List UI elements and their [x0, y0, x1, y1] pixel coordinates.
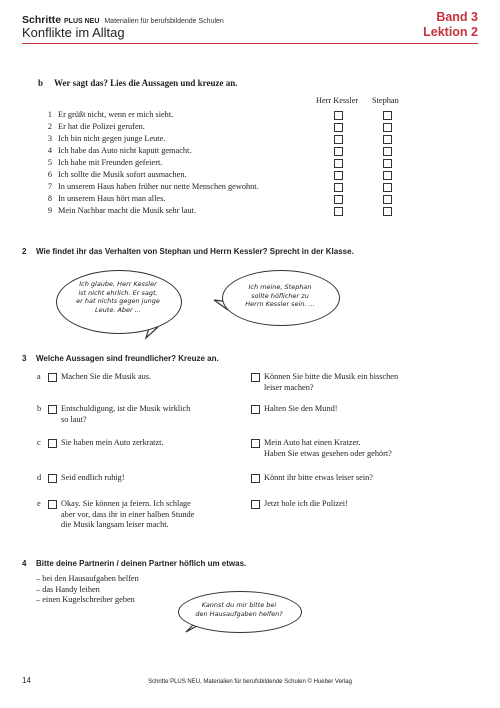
- row-text: In unserem Haus hört man alles.: [58, 194, 166, 203]
- bubble-bottom-text: Kannst du mir bitte bei den Hausaufgaben helfen?: [195, 601, 283, 618]
- checkbox-left[interactable]: [48, 373, 57, 382]
- row-text: Ich habe mit Freunden gefeiert.: [58, 158, 163, 167]
- checkbox-right[interactable]: [251, 405, 260, 414]
- item-letter: e: [37, 499, 41, 508]
- column-header-stephan: Stephan: [372, 96, 399, 105]
- section-2-number: 2: [22, 247, 27, 256]
- section-4-instruction: Bitte deine Partnerin / deinen Partner höflich um etwas.: [36, 559, 247, 568]
- section-3-instruction: Welche Aussagen sind freundlicher? Kreuze an.: [36, 354, 219, 363]
- item-right-text: Könnt ihr bitte etwas leiser sein?: [264, 473, 373, 482]
- checkbox-right[interactable]: [251, 500, 260, 509]
- item-right-text: Jetzt hole ich die Polizei!: [264, 499, 348, 508]
- item-letter: d: [37, 473, 42, 482]
- task-list: [36, 574, 139, 606]
- row-number: 7: [47, 182, 52, 191]
- checkbox-right[interactable]: [251, 474, 260, 483]
- item-right-text: Können Sie bitte die Musik ein bisschen leiser machen?: [264, 372, 399, 392]
- row-text: Ich sollte die Musik sofort ausmachen.: [58, 170, 187, 179]
- item-letter: c: [37, 438, 41, 447]
- checkbox-left[interactable]: [48, 474, 57, 483]
- row-number: 9: [47, 206, 52, 215]
- row-text: In unserem Haus haben früher nur nette Menschen gewohnt.: [58, 182, 259, 191]
- bubble-right-text: Ich meine, Stephan sollte höflicher zu Herrn Kessler sein. ...: [245, 283, 315, 308]
- item-left-text: Okay. Sie können ja feiern. Ich schlage aber vor, dass ihr in einer halben Stunde die Musik langsam leiser macht.: [61, 499, 195, 529]
- page-number: 14: [22, 676, 31, 685]
- section-b-label: b: [38, 78, 44, 88]
- bubble-left-text: Ich glaube, Herr Kessler ist nicht ehrlich. Er sagt, er hat nichts gegen junge Leute. Aber ...: [76, 280, 160, 314]
- page-title: Konflikte im Alltag: [22, 25, 125, 40]
- item-right-text: Halten Sie den Mund!: [264, 404, 338, 413]
- list-item: – das Handy leihen: [36, 584, 100, 594]
- row-text: Ich habe das Auto nicht kaputt gemacht.: [58, 146, 192, 155]
- row-text: Er hat die Polizei gerufen.: [58, 122, 145, 131]
- row-text: Ich bin nicht gegen junge Leute.: [58, 134, 166, 143]
- section-3-number: 3: [22, 354, 27, 363]
- row-number: 1: [47, 110, 52, 119]
- footer-credit: Schritte PLUS NEU, Materialien für berufsbildende Schulen © Hueber Verlag: [148, 679, 352, 685]
- item-left-text: Entschuldigung, ist die Musik wirklich so laut?: [61, 404, 191, 424]
- checkbox-left[interactable]: [48, 439, 57, 448]
- section-2-instruction: Wie findet ihr das Verhalten von Stephan und Herrn Kessler? Sprecht in der Klasse.: [36, 247, 354, 256]
- checkbox-left[interactable]: [48, 405, 57, 414]
- brand-plus: PLUS NEU: [64, 18, 100, 25]
- section-4-number: 4: [22, 559, 27, 568]
- row-number: 4: [47, 146, 52, 155]
- item-left-text: Machen Sie die Musik aus.: [61, 372, 152, 381]
- checkbox-right[interactable]: [251, 373, 260, 382]
- item-letter: a: [37, 372, 41, 381]
- lektion-label: Lektion 2: [423, 25, 478, 39]
- row-text: Er grüßt nicht, wenn er mich sieht.: [58, 110, 174, 119]
- section-b-instruction: Wer sagt das? Lies die Aussagen und kreuze an.: [54, 78, 238, 88]
- row-number: 3: [47, 134, 52, 143]
- checkbox-left[interactable]: [48, 500, 57, 509]
- item-right-text: Mein Auto hat einen Kratzer. Haben Sie etwas gesehen oder gehört?: [264, 438, 392, 458]
- row-number: 5: [47, 158, 52, 167]
- item-left-text: Sie haben mein Auto zerkratzt.: [61, 438, 164, 447]
- row-text: Mein Nachbar macht die Musik sehr laut.: [58, 206, 197, 215]
- brand-name: Schritte: [22, 14, 62, 26]
- row-number: 8: [47, 194, 52, 203]
- band-label: Band 3: [436, 10, 478, 24]
- item-letter: b: [37, 404, 42, 413]
- row-number: 6: [47, 170, 52, 179]
- item-left-text: Seid endlich ruhig!: [61, 473, 125, 482]
- column-header-kessler: Herr Kessler: [316, 96, 359, 105]
- list-item: – einen Kugelschreiber geben: [36, 595, 135, 604]
- brand-subtitle: Materialien für berufsbildende Schulen: [104, 18, 224, 25]
- list-item: – bei den Hausaufgaben helfen: [36, 574, 139, 583]
- row-number: 2: [47, 122, 52, 131]
- checkbox-right[interactable]: [251, 439, 260, 448]
